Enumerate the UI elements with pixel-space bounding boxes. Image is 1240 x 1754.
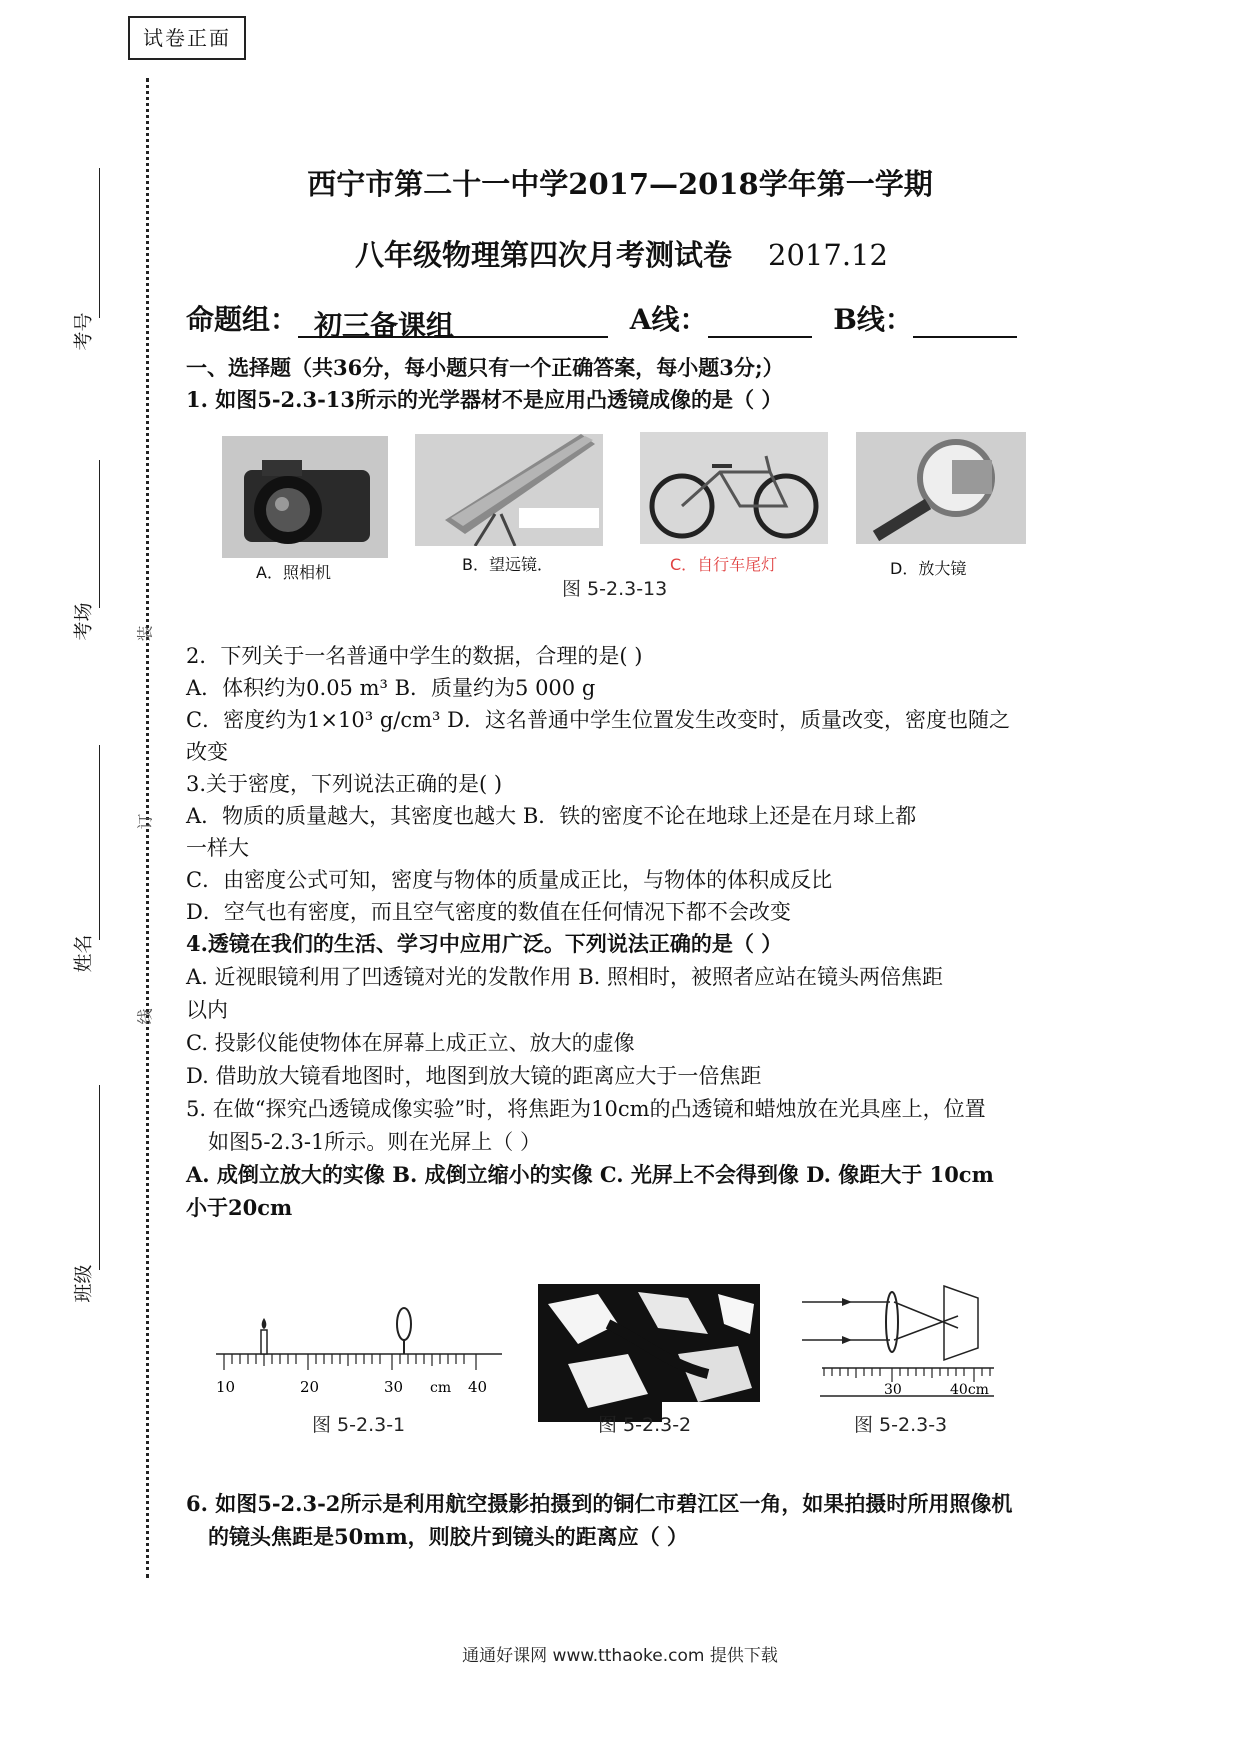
q1-stem: 1. 如图5-2.3-13所示的光学器材不是应用凸透镜成像的是（ ）	[186, 387, 783, 412]
bicycle-image	[640, 432, 828, 544]
name-line[interactable]	[99, 745, 100, 940]
q2-options-cd-cont: 改变	[186, 740, 228, 764]
q5-stem: 5. 在做“探究凸透镜成像实验”时，将焦距为10cm的凸透镜和蜡烛放在光具座上，位置	[186, 1097, 986, 1121]
side-label-class: 班级	[72, 1264, 95, 1303]
fig3-tick-30: 30	[884, 1382, 902, 1398]
seal-char-3: 线	[135, 1008, 155, 1025]
exam-title: 西宁市第二十一中学2017—2018学年第一学期	[307, 167, 933, 201]
side-label-name: 姓名	[72, 934, 95, 973]
magnifier-image	[856, 432, 1026, 544]
fig-5-2-3-3-caption: 图 5-2.3-3	[854, 1414, 948, 1436]
q6-stem: 6. 如图5-2.3-2所示是利用航空摄影拍摄到的铜仁市碧江区一角，如果拍摄时所用照像机	[186, 1491, 1013, 1516]
seal-char-1: 装	[135, 625, 155, 642]
class-line[interactable]	[99, 1085, 100, 1270]
fig-5-2-3-1-caption: 图 5-2.3-1	[312, 1414, 406, 1436]
side-label-exam-number: 考号	[72, 312, 95, 351]
a-line-label: A线：	[629, 303, 708, 336]
seal-char-2: 订	[135, 813, 155, 830]
fig-5-2-3-2-caption: 图 5-2.3-2	[598, 1414, 692, 1436]
q2-options-cd: C．密度约为1×10³ g/cm³ D．这名普通中学生位置发生改变时，质量改变，密度也随之	[186, 708, 1010, 732]
page-tag: 试卷正面	[128, 16, 246, 60]
q6-stem-cont: 的镜头焦距是50mm，则胶片到镜头的距离应（ ）	[208, 1524, 688, 1549]
exam-room-line[interactable]	[99, 460, 100, 608]
b-line-field[interactable]	[913, 304, 1017, 338]
fig3-tick-40: 40cm	[950, 1382, 989, 1398]
aerial-photo-figure	[538, 1284, 760, 1422]
side-label-exam-room: 考场	[72, 602, 95, 641]
exam-subtitle	[355, 233, 888, 274]
q4-stem: 4.透镜在我们的生活、学习中应用广泛。下列说法正确的是（ ）	[186, 931, 783, 956]
q5-stem-cont: 如图5-2.3-1所示。则在光屏上（ ）	[208, 1130, 541, 1154]
q1-figure-caption: 图 5-2.3-13	[562, 578, 668, 600]
q5-options: A. 成倒立放大的实像 B. 成倒立缩小的实像 C. 光屏上不会得到像 D. 像距大于 10cm	[186, 1162, 994, 1187]
fig1-tick-10: 10	[216, 1378, 236, 1396]
q1-option-d: D．放大镜	[890, 559, 967, 578]
q1-option-c: C．自行车尾灯	[670, 555, 778, 574]
camera-image	[222, 436, 388, 558]
lens-ray-figure	[798, 1284, 1004, 1410]
telescope-image	[415, 434, 603, 546]
q4-options-ab-cont: 以内	[186, 998, 228, 1022]
q3-options-ab-cont: 一样大	[186, 836, 249, 860]
group-field[interactable]	[298, 304, 608, 342]
group-label: 命题组：	[186, 303, 299, 336]
q4-option-c: C. 投影仪能使物体在屏幕上成正立、放大的虚像	[186, 1031, 635, 1055]
b-line-label: B线：	[833, 303, 913, 336]
fig1-tick-40: 40	[468, 1378, 488, 1396]
q2-stem: 2．下列关于一名普通中学生的数据，合理的是( )	[186, 644, 643, 668]
q1-option-a: A．照相机	[256, 563, 331, 582]
q4-options-ab: A. 近视眼镜利用了凹透镜对光的发散作用 B. 照相时，被照者应站在镜头两倍焦距	[186, 965, 943, 989]
q3-options-ab: A．物质的质量越大，其密度也越大 B．铁的密度不论在地球上还是在月球上都	[186, 804, 917, 828]
footer-source: 通通好课网 www.tthaoke.com 提供下载	[462, 1646, 778, 1666]
q3-stem: 3.关于密度，下列说法正确的是( )	[186, 772, 503, 796]
section-heading: 一、选择题（共36分，每小题只有一个正确答案，每小题3分;）	[186, 355, 784, 380]
a-line-field[interactable]	[708, 304, 812, 338]
q5-options-cont: 小于20cm	[186, 1195, 293, 1220]
group-line	[186, 298, 1017, 342]
fig1-tick-30: 30	[384, 1378, 404, 1396]
q3-option-c: C．由密度公式可知，密度与物体的质量成正比，与物体的体积成反比	[186, 868, 833, 892]
optical-bench-figure	[212, 1296, 508, 1404]
q4-option-d: D. 借助放大镜看地图时，地图到放大镜的距离应大于一倍焦距	[186, 1064, 762, 1088]
exam-date: 2017.12	[768, 238, 888, 272]
exam-subtitle-text: 八年级物理第四次月考测试卷	[355, 238, 733, 272]
q3-option-d: D．空气也有密度，而且空气密度的数值在任何情况下都不会改变	[186, 900, 791, 924]
q2-options-ab: A．体积约为0.05 m³ B．质量约为5 000 g	[186, 676, 596, 700]
fig1-tick-20: 20	[300, 1378, 320, 1396]
q1-option-b: B．望远镜．	[462, 555, 553, 574]
fig1-unit: cm	[430, 1380, 452, 1396]
group-value: 初三备课组	[314, 309, 455, 342]
